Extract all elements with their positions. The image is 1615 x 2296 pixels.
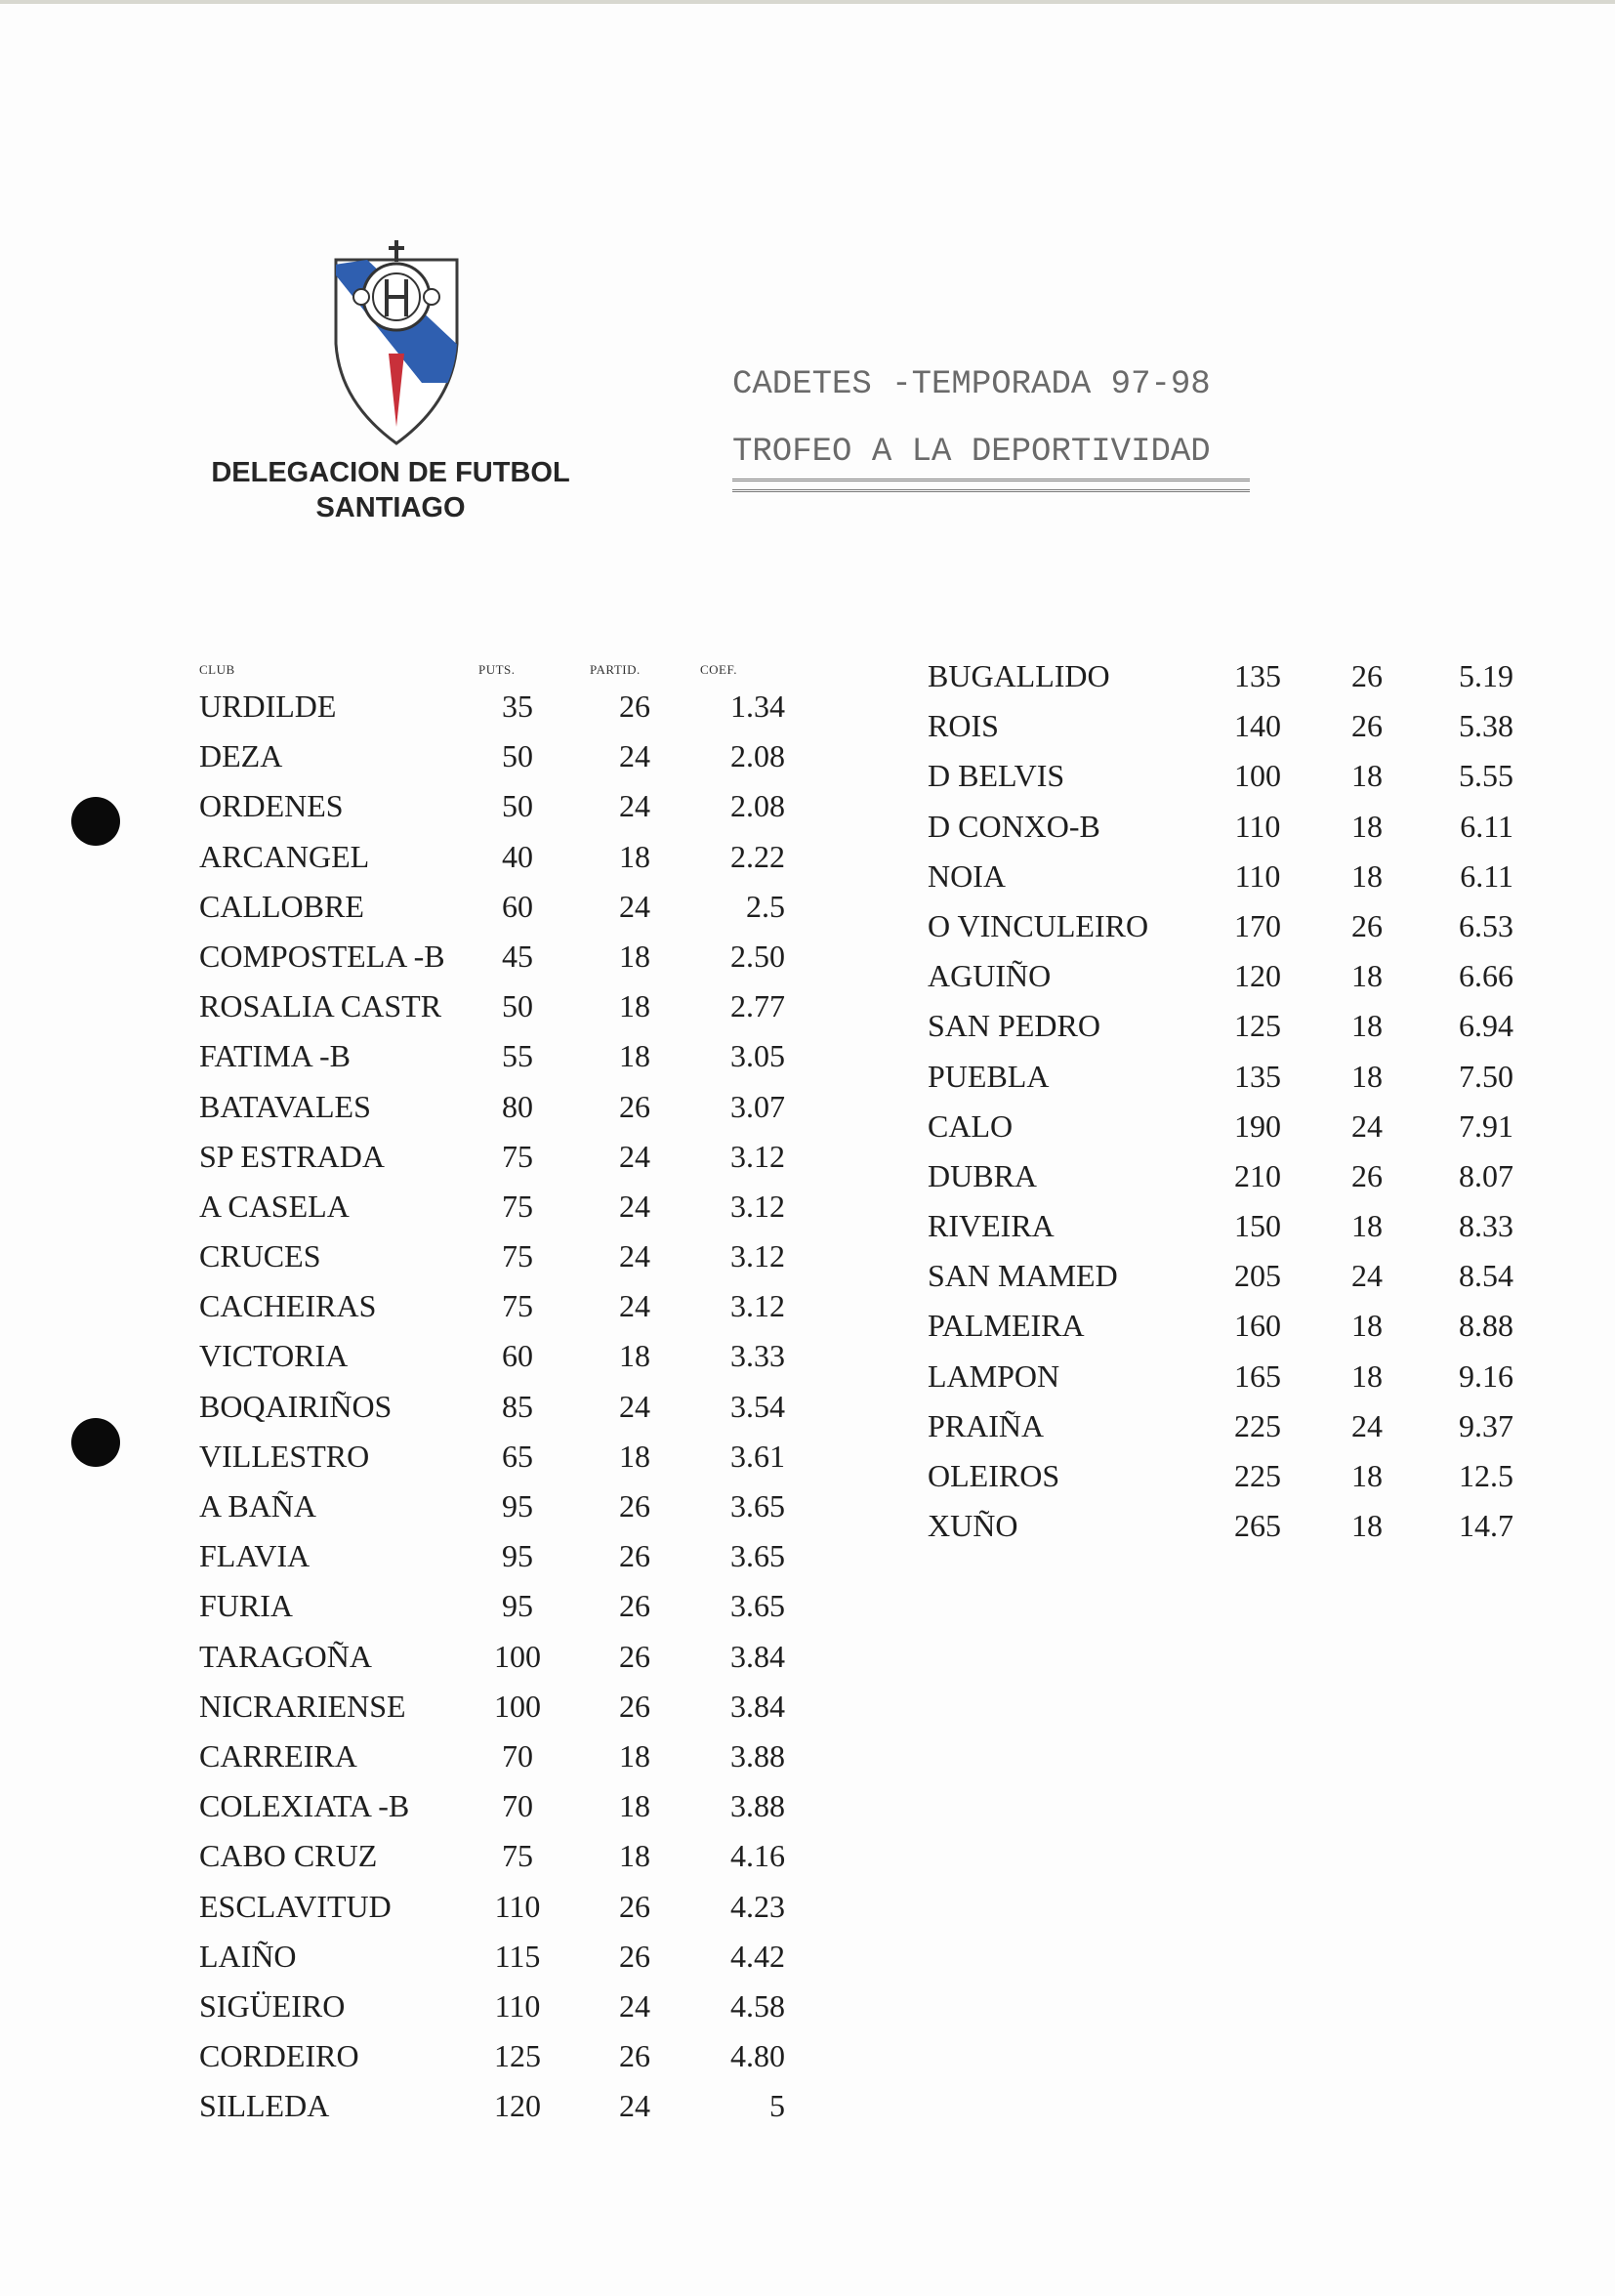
played-value: 24	[1351, 1258, 1383, 1294]
coefficient-value: 8.88	[1459, 1308, 1513, 1344]
coefficient-value: 14.7	[1459, 1508, 1513, 1544]
club-name: URDILDE	[199, 689, 337, 724]
coefficient-value: 2.22	[730, 838, 785, 874]
points-value: 125	[1234, 1008, 1281, 1044]
points-value: 225	[1234, 1458, 1281, 1493]
points-value: 205	[1234, 1258, 1281, 1294]
column-header-played: PARTID.	[590, 662, 641, 677]
played-value: 18	[1351, 1058, 1383, 1094]
coefficient-value: 3.07	[730, 1088, 785, 1124]
points-value: 60	[502, 888, 533, 924]
coefficient-value: 6.66	[1459, 958, 1513, 994]
played-value: 26	[1351, 907, 1383, 943]
points-value: 55	[502, 1038, 533, 1074]
club-name: CALLOBRE	[199, 888, 364, 924]
coefficient-value: 2.50	[730, 938, 785, 974]
punch-hole	[71, 1418, 120, 1467]
column-header-club: CLUB	[199, 662, 235, 677]
coefficient-value: 5.55	[1459, 758, 1513, 794]
played-value: 26	[1351, 708, 1383, 744]
played-value: 26	[1351, 658, 1383, 693]
club-name: SAN MAMED	[928, 1258, 1118, 1294]
points-value: 110	[1234, 808, 1281, 844]
document-subtitle: TROFEO A LA DEPORTIVIDAD	[732, 434, 1211, 471]
club-name: FURIA	[199, 1588, 294, 1624]
points-value: 65	[502, 1438, 533, 1474]
coefficient-value: 3.12	[730, 1138, 785, 1174]
played-value: 18	[1351, 1508, 1383, 1544]
coefficient-value: 8.54	[1459, 1258, 1513, 1294]
played-value: 18	[1351, 1308, 1383, 1344]
played-value: 24	[1351, 1107, 1383, 1144]
coefficient-value: 5.38	[1459, 708, 1513, 744]
coefficient-value: 2.5	[746, 888, 785, 924]
points-value: 95	[502, 1488, 533, 1524]
played-value: 18	[1351, 808, 1383, 844]
coefficient-value: 1.34	[730, 689, 785, 724]
points-value: 100	[494, 1638, 541, 1674]
points-value: 265	[1234, 1508, 1281, 1544]
club-name: FATIMA -B	[199, 1038, 351, 1074]
coefficient-value: 3.65	[730, 1488, 785, 1524]
coefficient-value: 2.77	[730, 988, 785, 1024]
coefficient-value: 3.12	[730, 1288, 785, 1324]
club-name: COLEXIATA -B	[199, 1788, 410, 1824]
played-value: 26	[619, 1588, 650, 1624]
organization-line-2: SANTIAGO	[315, 492, 466, 523]
coefficient-value: 6.11	[1460, 808, 1513, 844]
club-name: SAN PEDRO	[928, 1008, 1100, 1044]
points-value: 60	[502, 1338, 533, 1374]
played-value: 18	[619, 1838, 650, 1874]
document-title: CADETES -TEMPORADA 97-98	[732, 366, 1211, 403]
points-value: 225	[1234, 1407, 1281, 1443]
club-name: ROSALIA CASTR	[199, 988, 442, 1024]
club-name: CARREIRA	[199, 1737, 357, 1774]
punch-hole	[71, 797, 120, 846]
coefficient-value: 3.88	[730, 1737, 785, 1774]
played-value: 18	[619, 1338, 650, 1374]
points-value: 45	[502, 938, 533, 974]
coefficient-value: 2.08	[730, 738, 785, 774]
club-name: O VINCULEIRO	[928, 907, 1149, 943]
club-name: SILLEDA	[199, 2088, 330, 2124]
points-value: 40	[502, 838, 533, 874]
points-value: 170	[1234, 907, 1281, 943]
points-value: 135	[1234, 1058, 1281, 1094]
points-value: 160	[1234, 1308, 1281, 1344]
coefficient-value: 3.33	[730, 1338, 785, 1374]
points-value: 140	[1234, 708, 1281, 744]
points-value: 35	[502, 689, 533, 724]
played-value: 24	[1351, 1407, 1383, 1443]
coefficient-value: 4.16	[730, 1838, 785, 1874]
played-value: 18	[1351, 1458, 1383, 1493]
page-top-edge	[0, 0, 1615, 4]
coefficient-value: 3.12	[730, 1238, 785, 1274]
points-value: 150	[1234, 1208, 1281, 1244]
played-value: 24	[619, 1238, 650, 1274]
coefficient-value: 5.19	[1459, 658, 1513, 693]
club-name: CALO	[928, 1107, 1014, 1144]
club-name: LAMPON	[928, 1357, 1060, 1394]
club-name: CABO CRUZ	[199, 1838, 378, 1874]
played-value: 26	[619, 1088, 650, 1124]
played-value: 18	[1351, 758, 1383, 794]
played-value: 18	[619, 1788, 650, 1824]
coefficient-value: 3.88	[730, 1788, 785, 1824]
points-value: 100	[1234, 758, 1281, 794]
coefficient-value: 6.53	[1459, 907, 1513, 943]
club-name: XUÑO	[928, 1508, 1018, 1544]
club-name: ESCLAVITUD	[199, 1888, 392, 1924]
played-value: 26	[619, 1938, 650, 1974]
coefficient-value: 3.12	[730, 1188, 785, 1224]
column-header-coefficient: COEF.	[700, 662, 737, 677]
points-value: 50	[502, 988, 533, 1024]
played-value: 24	[619, 2088, 650, 2124]
club-name: BATAVALES	[199, 1088, 371, 1124]
played-value: 18	[619, 938, 650, 974]
played-value: 24	[619, 1388, 650, 1424]
title-double-rule	[732, 479, 1250, 492]
played-value: 18	[1351, 958, 1383, 994]
played-value: 26	[1351, 1157, 1383, 1193]
club-name: BUGALLIDO	[928, 658, 1110, 693]
played-value: 24	[619, 1188, 650, 1224]
played-value: 24	[619, 738, 650, 774]
played-value: 18	[619, 1737, 650, 1774]
club-name: ORDENES	[199, 788, 344, 824]
coefficient-value: 4.23	[730, 1888, 785, 1924]
played-value: 26	[619, 689, 650, 724]
points-value: 110	[494, 1987, 541, 2024]
points-value: 210	[1234, 1157, 1281, 1193]
played-value: 26	[619, 1688, 650, 1724]
points-value: 50	[502, 788, 533, 824]
points-value: 165	[1234, 1357, 1281, 1394]
club-name: SIGÜEIRO	[199, 1987, 346, 2024]
club-name: TARAGOÑA	[199, 1638, 372, 1674]
club-name: DEZA	[199, 738, 283, 774]
played-value: 18	[1351, 1357, 1383, 1394]
played-value: 18	[619, 1038, 650, 1074]
points-value: 85	[502, 1388, 533, 1424]
coefficient-value: 3.54	[730, 1388, 785, 1424]
club-name: D BELVIS	[928, 758, 1065, 794]
coefficient-value: 5	[769, 2088, 785, 2124]
played-value: 18	[619, 1438, 650, 1474]
coefficient-value: 8.33	[1459, 1208, 1513, 1244]
played-value: 18	[619, 838, 650, 874]
played-value: 26	[619, 1538, 650, 1574]
club-name: CORDEIRO	[199, 2038, 359, 2074]
played-value: 24	[619, 788, 650, 824]
played-value: 18	[1351, 1208, 1383, 1244]
coefficient-value: 8.07	[1459, 1157, 1513, 1193]
played-value: 26	[619, 1888, 650, 1924]
club-name: D CONXO-B	[928, 808, 1100, 844]
points-value: 115	[494, 1938, 541, 1974]
played-value: 18	[1351, 857, 1383, 894]
club-name: PRAIÑA	[928, 1407, 1045, 1443]
coefficient-value: 3.61	[730, 1438, 785, 1474]
points-value: 70	[502, 1737, 533, 1774]
coefficient-value: 6.94	[1459, 1008, 1513, 1044]
points-value: 95	[502, 1538, 533, 1574]
club-name: SP ESTRADA	[199, 1138, 385, 1174]
coefficient-value: 3.84	[730, 1688, 785, 1724]
coefficient-value: 7.91	[1459, 1107, 1513, 1144]
coefficient-value: 3.84	[730, 1638, 785, 1674]
points-value: 135	[1234, 658, 1281, 693]
club-name: A CASELA	[199, 1188, 350, 1224]
points-value: 50	[502, 738, 533, 774]
coefficient-value: 9.37	[1459, 1407, 1513, 1443]
club-name: OLEIROS	[928, 1458, 1060, 1493]
club-name: NICRARIENSE	[199, 1688, 406, 1724]
club-name: RIVEIRA	[928, 1208, 1055, 1244]
club-name: ARCANGEL	[199, 838, 370, 874]
played-value: 24	[619, 1987, 650, 2024]
column-header-points: PUTS.	[478, 662, 516, 677]
club-name: BOQAIRIÑOS	[199, 1388, 393, 1424]
coefficient-value: 3.65	[730, 1538, 785, 1574]
federation-crest-logo	[328, 236, 465, 451]
club-name: CRUCES	[199, 1238, 321, 1274]
coefficient-value: 12.5	[1459, 1458, 1513, 1493]
points-value: 95	[502, 1588, 533, 1624]
points-value: 75	[502, 1188, 533, 1224]
played-value: 26	[619, 2038, 650, 2074]
coefficient-value: 4.58	[730, 1987, 785, 2024]
club-name: DUBRA	[928, 1157, 1038, 1193]
points-value: 75	[502, 1288, 533, 1324]
points-value: 110	[1234, 857, 1281, 894]
points-value: 100	[494, 1688, 541, 1724]
organization-name	[195, 455, 586, 525]
played-value: 18	[1351, 1008, 1383, 1044]
club-name: AGUIÑO	[928, 958, 1052, 994]
coefficient-value: 7.50	[1459, 1058, 1513, 1094]
played-value: 18	[619, 988, 650, 1024]
coefficient-value: 6.11	[1460, 857, 1513, 894]
club-name: LAIÑO	[199, 1938, 297, 1974]
points-value: 190	[1234, 1107, 1281, 1144]
points-value: 75	[502, 1138, 533, 1174]
played-value: 24	[619, 1288, 650, 1324]
coefficient-value: 3.05	[730, 1038, 785, 1074]
played-value: 24	[619, 1138, 650, 1174]
points-value: 125	[494, 2038, 541, 2074]
club-name: PUEBLA	[928, 1058, 1050, 1094]
club-name: VILLESTRO	[199, 1438, 370, 1474]
points-value: 80	[502, 1088, 533, 1124]
played-value: 26	[619, 1488, 650, 1524]
club-name: ROIS	[928, 708, 999, 744]
points-value: 75	[502, 1238, 533, 1274]
played-value: 24	[619, 888, 650, 924]
club-name: COMPOSTELA -B	[199, 938, 445, 974]
points-value: 120	[494, 2088, 541, 2124]
points-value: 110	[494, 1888, 541, 1924]
coefficient-value: 4.42	[730, 1938, 785, 1974]
points-value: 120	[1234, 958, 1281, 994]
played-value: 26	[619, 1638, 650, 1674]
coefficient-value: 3.65	[730, 1588, 785, 1624]
organization-line-1: DELEGACION DE FUTBOL	[211, 457, 570, 488]
club-name: VICTORIA	[199, 1338, 349, 1374]
club-name: CACHEIRAS	[199, 1288, 377, 1324]
club-name: A BAÑA	[199, 1488, 317, 1524]
coefficient-value: 9.16	[1459, 1357, 1513, 1394]
points-value: 70	[502, 1788, 533, 1824]
club-name: NOIA	[928, 857, 1006, 894]
club-name: FLAVIA	[199, 1538, 311, 1574]
club-name: PALMEIRA	[928, 1308, 1085, 1344]
points-value: 75	[502, 1838, 533, 1874]
coefficient-value: 2.08	[730, 788, 785, 824]
coefficient-value: 4.80	[730, 2038, 785, 2074]
